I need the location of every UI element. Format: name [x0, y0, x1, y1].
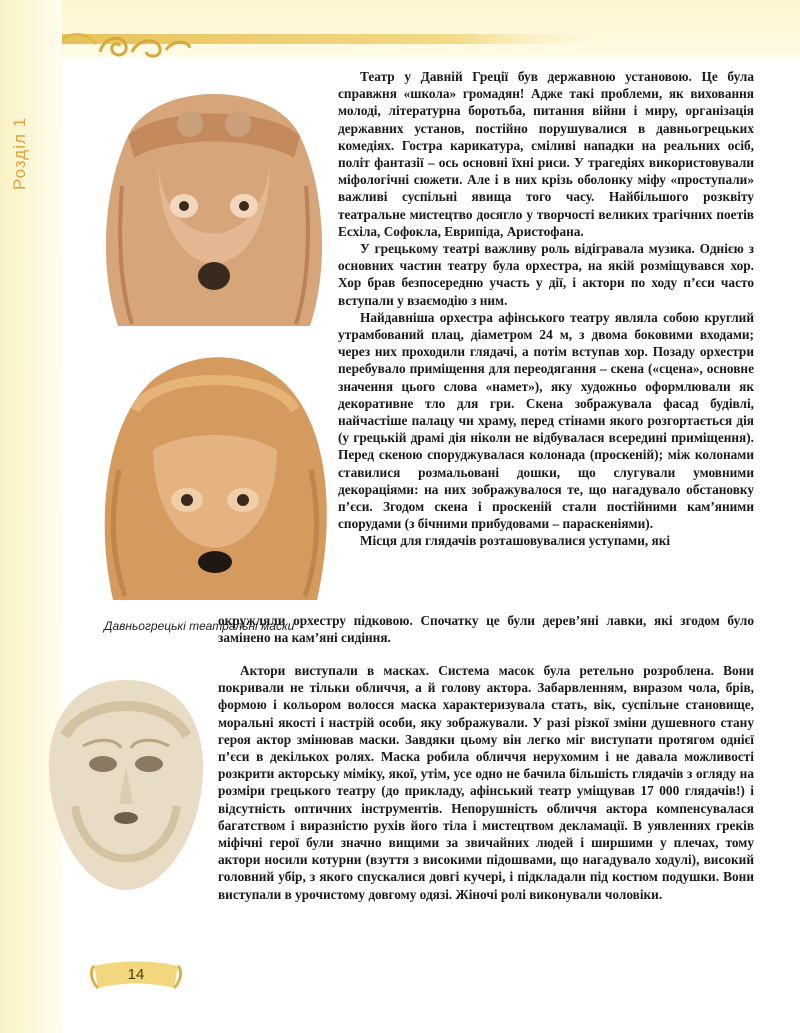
paragraph: У грецькому театрі важливу роль відігравала музика. Однією з основних частин театру була орхестра, на якій розміщувався хор. Хор брав безпосередню участь у дії, і актори по ходу п’єси часто вступали у взаємодію з ним.: [338, 241, 754, 308]
page-number: 14: [127, 966, 145, 983]
image-caption: Давньогрецькі театральні маски: [104, 619, 295, 633]
marble-mask-image: [45, 676, 207, 894]
wide-text-a: [218, 612, 754, 646]
main-text-column: [338, 68, 754, 550]
paragraph: окружляли орхестру підковою. Спочатку це були дерев’яні лавки, які згодом було замінено на кам’яні сидіння.: [218, 613, 754, 646]
tragic-mask-image: [95, 350, 335, 610]
paragraph: Найдавніша орхестра афінського театру являла собою круглий утрамбований плац, діаметром 24 м, з двома боковими входами; через них проходили глядачі, а потім вступав хор. Позаду орхестри перебувало приміщення для переодягання – скена («сцена», основне значення цього слова «намет»), яку художньо оформлювали як декоративне тло для гри. Скена зображувала фасад будівлі, найчастіше палацу чи храму, перед стінами якого розгортається дія (у грецькій драмі дія ніколи не відбувалася всередині приміщення). Перед скеною споруджувалася колонада (проскеній); між колонами ставилися розмальовані дошки, що слугували умовними декораціями: на них зображувалося те, що нагадувало обстановку п’єси. Згодом скена і проскеній стали постійними кам’яними спорудами (з бічними прибудовами – параскеніями).: [338, 309, 754, 532]
header-ornament: [62, 26, 622, 66]
wide-text-b: [218, 662, 754, 903]
terracotta-mask-image: [98, 66, 330, 338]
paragraph: Місця для глядачів розташовувалися уступами, які: [360, 533, 671, 549]
page-number-banner: [88, 958, 184, 996]
paragraph: Театр у Давній Греції був державною установою. Це була справжня «школа» громадян! Адже такі проблеми, як виховання молоді, літературна боротьба, питання війни і миру, організація державних установ, постійно порушувалися в давньогрецьких комедіях. Гостра карикатура, сміливі нападки на реальних осіб, політ фантазії – ось основні їхні риси. У трагедіях використовували міфологічні сюжети. Але і в них крізь оболонку міфу «проступали» важливі суспільні явища того часу. Найбільшого розквіту театральне мистецтво досягло у творчості великих трагічних поетів Есхіла, Софокла, Еврипіда, Аристофана.: [338, 69, 754, 239]
section-label: Розділ 1: [10, 116, 29, 190]
paragraph: Актори виступали в масках. Система масок була ретельно розроблена. Вони покривали не тільки обличчя, а й голову актора. Забарвленням, виразом чола, брів, формою і кольором волосся маска характеризувала стать, вік, суспільне становище, моральні якості і настрій особи, яку зображували. У разі різкої зміни душевного стану героя актор змінював маски. Завдяки цьому він легко міг виступати протягом однієї п’єси в декількох ролях. Маска робила обличчя нерухомим і не давала можливості розкрити акторську міміку, якої, утім, усе одно не бачила більшість глядачів з огляду на розміри грецького театру (до прикладу, афінський театр уміщував 17 000 глядачів!) і відсутність оптичних інструментів. Непорушність обличчя актора компенсувалася багатством і виразністю рухів його тіла і мистецтвом декламації. В уявленнях греків міфічні герої були значно вищими за звичайних людей і ширшими у плечах, тому актори носили котурни (взуття з високими підошвами, що нагадувало ходулі), високий головний убір, з якого спускалися довгі кучері, і підкладали під костюм подушки. Вони виступали в урочистому довгому одязі. Жіночі ролі виконували чоловіки.: [218, 663, 754, 902]
